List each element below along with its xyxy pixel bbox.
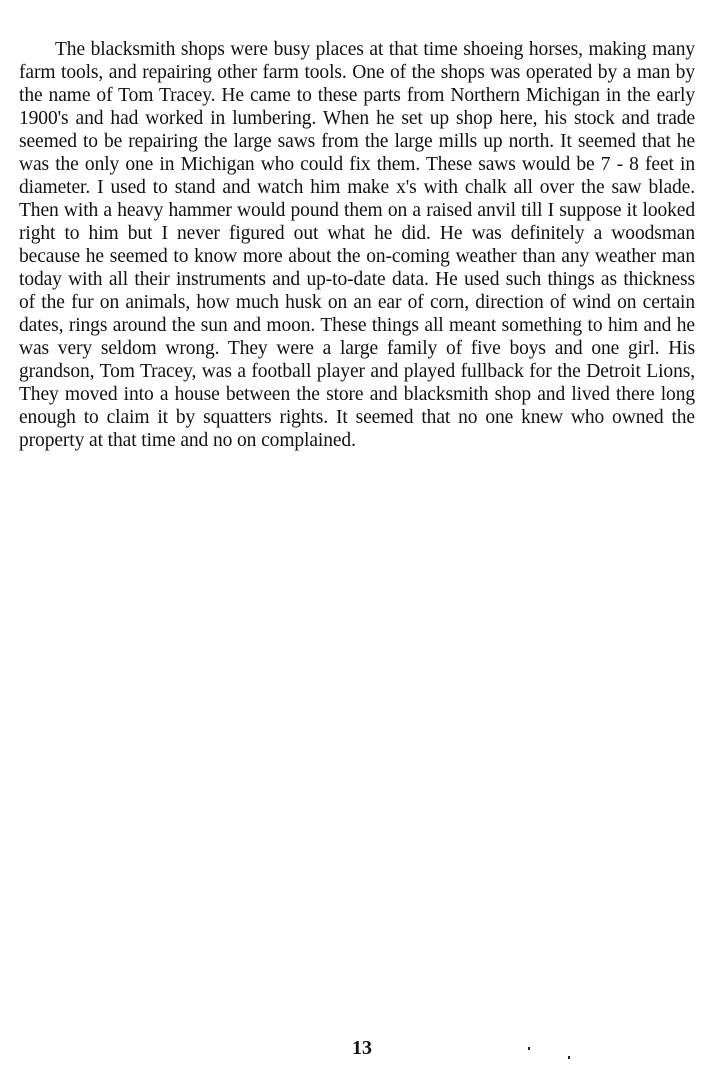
page-number: 13 (352, 1037, 372, 1059)
body-paragraph: The blacksmith shops were busy places at that time shoeing horses, making many farm tools, and repairing other farm tools. One of the shops was operated by a man by the name of Tom Tracey. He came to these parts from Northern Michigan in the early 1900's and had worked in lumbering. When he set up shop here, his stock and trade seemed to be repairing the large saws from the large mills up north. It seemed that he was the only one in Michigan who could fix them. These saws would be 7 - 8 feet in diameter. I used to stand and watch him make x's with chalk all over the saw blade. Then with a heavy hammer would pound them on a raised anvil till I suppose it looked right to him but I never figured out what he did. He was definitely a woodsman because he seemed to know more about the on-coming weather than any weather man today with all their instruments and up-to-date data. He used such things as thickness of the fur on animals, how much husk on an ear of corn, direction of wind on certain dates, rings around the sun and moon. These things all meant something to him and he was very seldom wrong. They were a large family of five boys and one girl. His grandson, Tom Tracey, was a football player and played fullback for the Detroit Lions, They moved into a house between the store and blacksmith shop and lived there long enough to claim it by squatters rights. It seemed that no one knew who owned the property at that time and no on complained. (19, 39, 695, 451)
scan-speck (528, 1047, 530, 1050)
scan-speck (568, 1056, 570, 1059)
